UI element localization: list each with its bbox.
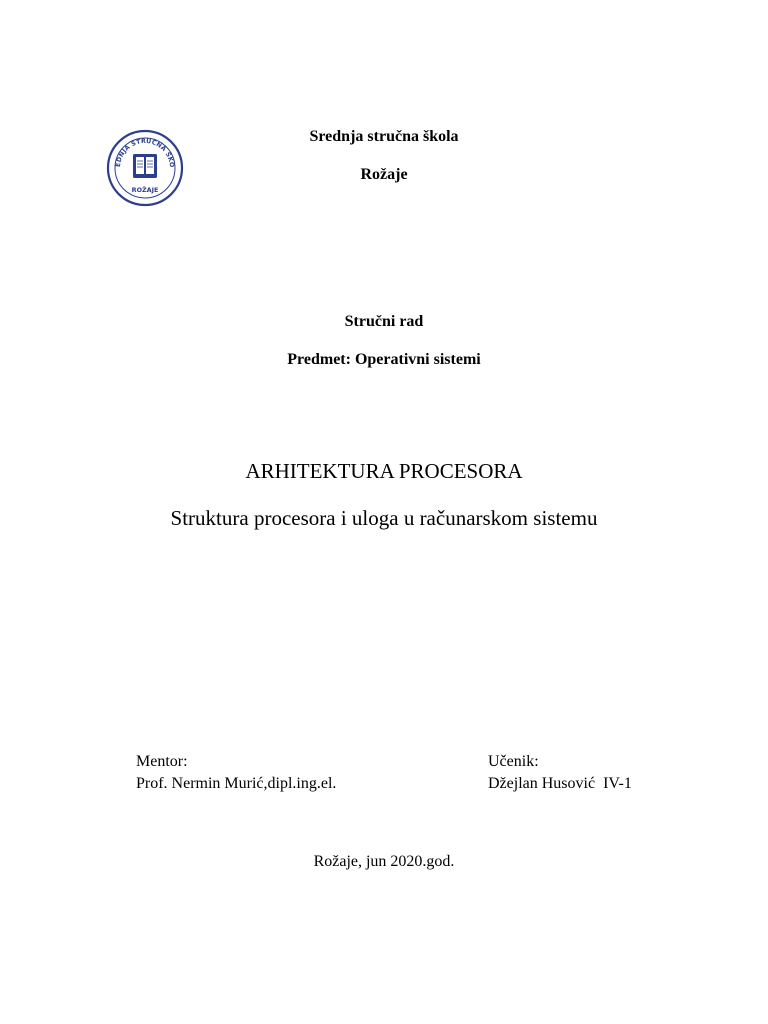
seal-arc-text-bottom: ROŽAJE xyxy=(131,186,159,194)
seal-arc-text-top: EDNJA STRUČNA ŠKO xyxy=(114,137,176,168)
mentor-label: Mentor: xyxy=(136,753,188,770)
student-name: Džejlan Husović IV-1 xyxy=(488,775,632,792)
document-title: ARHITEKTURA PROCESORA xyxy=(245,459,523,483)
document-type: Stručni rad xyxy=(344,313,424,330)
student-label: Učenik: xyxy=(488,753,539,770)
school-city: Rožaje xyxy=(360,166,408,183)
document-subject: Predmet: Operativni sistemi xyxy=(287,351,481,368)
place-date: Rožaje, jun 2020.god. xyxy=(313,853,455,870)
mentor-block xyxy=(136,751,336,795)
mentor-name: Prof. Nermin Murić,dipl.ing.el. xyxy=(136,775,337,792)
document-subtitle: Struktura procesora i uloga u računarskom sistemu xyxy=(170,506,598,530)
student-block xyxy=(488,751,632,795)
school-name: Srednja stručna škola xyxy=(309,128,459,145)
